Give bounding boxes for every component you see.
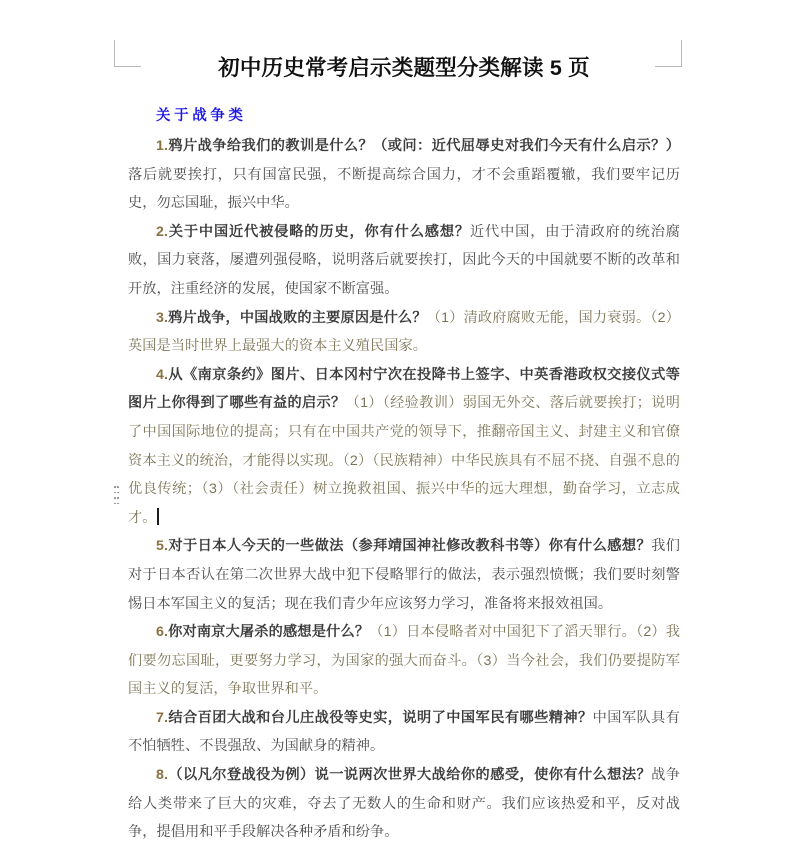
qa-item-1[interactable]	[128, 132, 680, 218]
paragraph-drag-handle[interactable]	[114, 486, 120, 508]
text-caret	[157, 508, 159, 525]
handle-dot	[117, 497, 119, 499]
item-number: 4.	[156, 366, 168, 383]
item-answer: 中国军队具有不怕牺牲、不畏强敌、为国献身的精神。	[128, 709, 680, 755]
qa-item-6[interactable]	[128, 618, 680, 704]
handle-dot	[117, 486, 119, 488]
item-question: 对于日本人今天的一些做法（参拜靖国神社修改教科书等）你有什么感想？	[167, 538, 652, 555]
item-answer-part-1: （1）日本侵略者对中国犯下了滔天罪行。	[369, 624, 637, 641]
item-question: （以凡尔登战役为例）说一说两次世界大战给你的感受，使你有什么想法？	[167, 767, 652, 784]
item-answer-part-3: （3）当今社会，我们仍要提防军国主义的复活，争取世界和平。	[128, 652, 681, 698]
item-number: 2.	[156, 223, 168, 240]
qa-item-2[interactable]	[128, 218, 680, 304]
item-question: 从《南京条约》图片、日本冈村宁次在投降书上签字、中英香港政权交接仪式等图片上你得到了哪些有益的启示？	[128, 366, 680, 412]
qa-item-4[interactable]	[128, 361, 680, 533]
handle-dot	[114, 503, 116, 505]
item-number: 6.	[156, 624, 168, 641]
item-answer-part-2: （2）（民族精神）中华民族具有不屈不挠、自强不息的优良传统；	[128, 452, 680, 498]
qa-item-8[interactable]	[128, 761, 680, 847]
qa-item-7[interactable]	[128, 704, 680, 761]
handle-dot	[117, 492, 119, 494]
section-heading-war: 关于战争类	[156, 108, 247, 125]
qa-item-5[interactable]	[128, 532, 680, 618]
handle-dot	[117, 503, 119, 505]
item-answer-part-1: （1）（经验教训）弱国无外交、落后就要挨打；说明了中国国际地位的提高；只有在中国共产党的领导下，推翻帝国主义、封建主义和官僚资本主义的统治，才能得以实现。	[128, 395, 680, 469]
item-answer: 战争给人类带来了巨大的灾难，夺去了无数人的生命和财产。我们应该热爱和平，反对战争，提倡用和平手段解决各种矛盾和纷争。	[128, 767, 680, 841]
item-question: 鸦片战争，中国战败的主要原因是什么？	[167, 309, 427, 326]
handle-dot	[114, 497, 116, 499]
item-question: 鸦片战争给我们的教训是什么？（或问：近代屈辱史对我们今天有什么启示？）	[167, 138, 680, 154]
item-number: 7.	[156, 709, 168, 726]
item-answer-part-2: （2）英国是当时世界上最强大的资本主义殖民国家。	[128, 309, 680, 355]
item-question: 你对南京大屠杀的感想是什么？	[167, 624, 370, 641]
document-title: 初中历史常考启示类题型分类解读 5 页	[218, 56, 590, 80]
item-answer: 我们对于日本否认在第二次世界大战中犯下侵略罪行的做法，表示强烈愤慨；我们要时刻警惕日本军国主义的复活；现在我们青少年应该努力学习，准备将来报效祖国。	[128, 538, 680, 612]
item-number: 8.	[156, 767, 168, 784]
item-number: 5.	[156, 538, 168, 555]
item-question: 关于中国近代被侵略的历史，你有什么感想？	[167, 223, 470, 240]
item-answer-part-1: （1）清政府腐败无能，国力衰弱。	[426, 309, 651, 326]
qa-item-3[interactable]	[128, 304, 680, 361]
item-answer: 近代中国，由于清政府的统治腐败，国力衰落，屡遭列强侵略，说明落后就要挨打，因此今天的中国就要不断的改革和开放，注重经济的发展，使国家不断富强。	[128, 223, 680, 297]
item-number: 1.	[156, 138, 168, 154]
document-content[interactable]	[128, 52, 680, 847]
handle-dot	[114, 486, 116, 488]
item-number: 3.	[156, 309, 168, 326]
item-answer-part-3: （3）（社会责任）树立挽救祖国、振兴中华的远大理想，勤奋学习，立志成才。	[128, 481, 680, 526]
item-answer-part-2: （2）我们要勿忘国耻，更要努力学习，为国家的强大而奋斗。	[128, 624, 681, 669]
item-question: 结合百团大战和台儿庄战役等史实，说明了中国军民有哪些精神？	[167, 709, 593, 726]
item-answer: 落后就要挨打，只有国富民强，不断提高综合国力，才不会重蹈覆辙，我们要牢记历史，勿忘国耻，振兴中华。	[128, 166, 680, 212]
handle-dot	[114, 492, 116, 494]
